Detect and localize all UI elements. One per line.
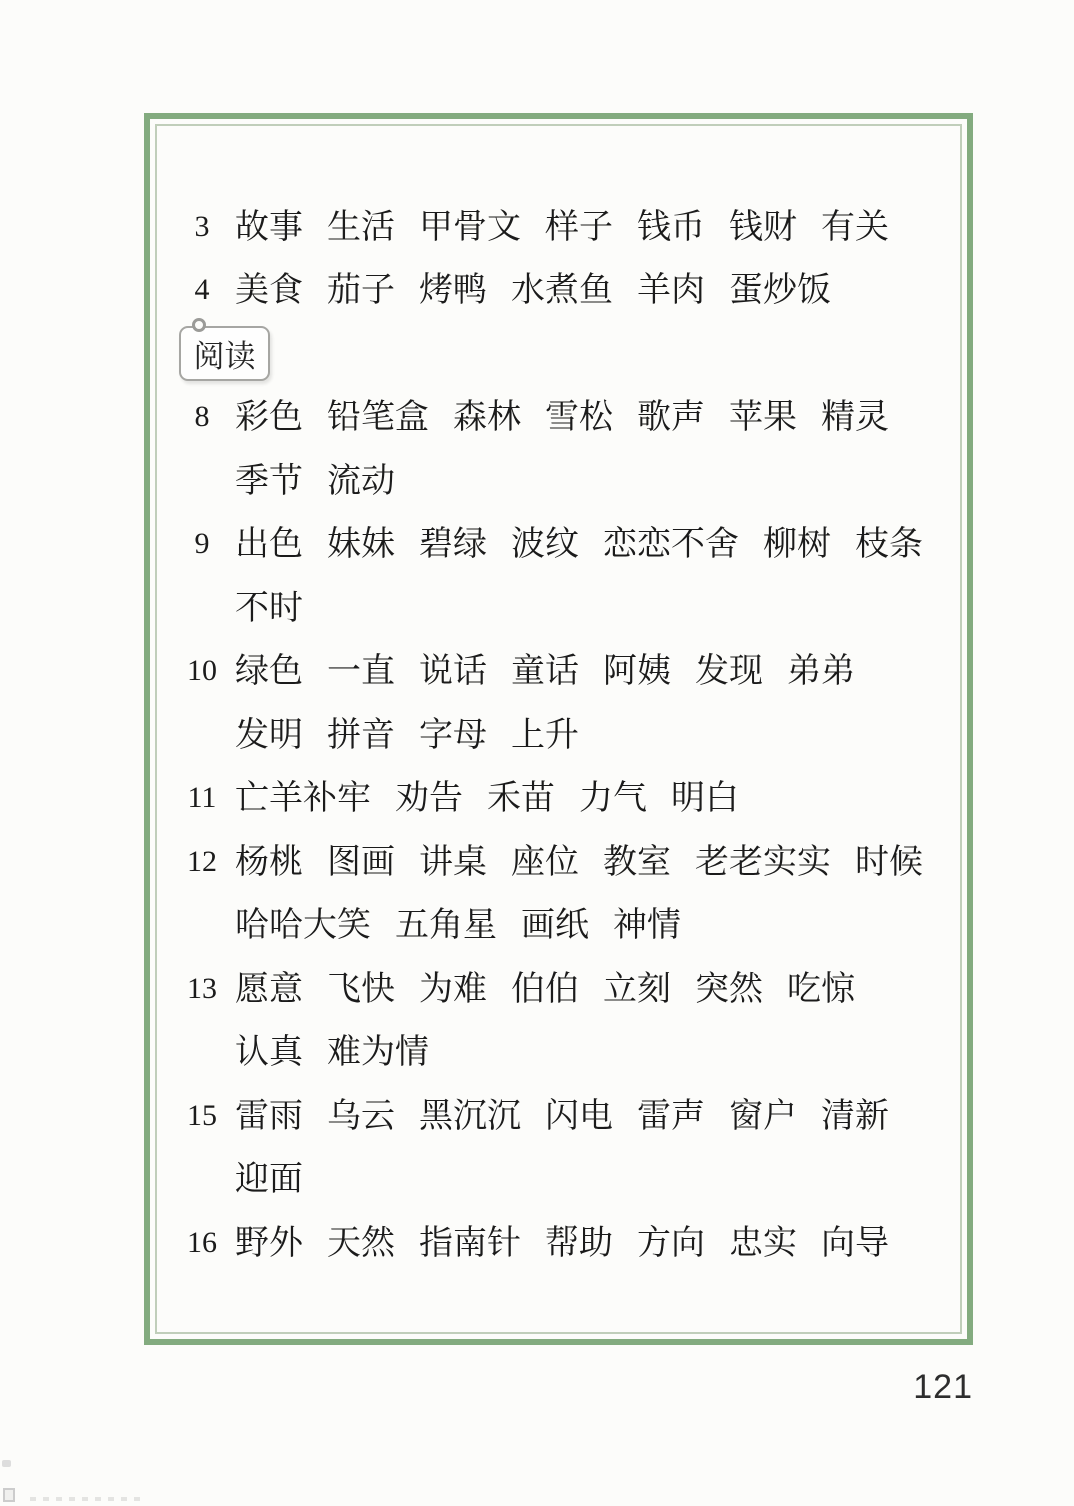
word: 突然 (695, 968, 763, 1009)
word-group (235, 397, 889, 438)
word: 铅笔盒 (327, 397, 429, 438)
lesson-number: 4 (194, 273, 210, 307)
word-group (235, 905, 681, 946)
word: 伯伯 (511, 968, 579, 1009)
word: 森林 (453, 397, 521, 438)
word: 忠实 (729, 1222, 797, 1263)
word: 一直 (327, 651, 395, 692)
word-list-row (185, 386, 975, 450)
word: 彩色 (235, 397, 303, 438)
word-list-row (185, 576, 975, 640)
word: 样子 (545, 206, 613, 247)
word: 精灵 (821, 397, 889, 438)
word: 蛋炒饭 (729, 270, 831, 311)
word: 水煮鱼 (511, 270, 613, 311)
word: 画纸 (521, 905, 589, 946)
word-list-row (185, 1148, 975, 1212)
word-group (235, 1159, 303, 1200)
word: 哈哈大笑 (235, 905, 371, 946)
word-group (235, 1222, 889, 1263)
word: 雪松 (545, 397, 613, 438)
word: 帮助 (545, 1222, 613, 1263)
word: 歌声 (637, 397, 705, 438)
word: 碧绿 (419, 524, 487, 565)
word: 吃惊 (787, 968, 855, 1009)
lesson-number: 16 (187, 1225, 217, 1259)
word: 愿意 (235, 968, 303, 1009)
word: 禾苗 (487, 778, 555, 819)
word: 发明 (235, 714, 303, 755)
word-list-row (185, 894, 975, 958)
word: 羊肉 (637, 270, 705, 311)
word: 五角星 (395, 905, 497, 946)
word-group (235, 587, 303, 628)
word: 图画 (327, 841, 395, 882)
word: 字母 (419, 714, 487, 755)
word: 为难 (419, 968, 487, 1009)
word-group (235, 778, 739, 819)
word: 出色 (235, 524, 303, 565)
scan-artifact (2, 1460, 11, 1467)
word-list-row (185, 703, 975, 767)
lesson-number: 3 (194, 209, 210, 243)
word: 劝告 (395, 778, 463, 819)
word: 讲桌 (419, 841, 487, 882)
word-group (235, 524, 923, 565)
word-list-row (185, 513, 975, 577)
word: 明白 (671, 778, 739, 819)
word-list-before-reading (185, 195, 975, 322)
word: 钱币 (637, 206, 705, 247)
word: 窗户 (729, 1095, 797, 1136)
word-list-row (185, 957, 975, 1021)
word: 座位 (511, 841, 579, 882)
word-group (235, 1095, 889, 1136)
word: 发现 (695, 651, 763, 692)
word-group (235, 841, 923, 882)
word: 波纹 (511, 524, 579, 565)
word: 杨桃 (235, 841, 303, 882)
lesson-number: 9 (194, 527, 210, 561)
lesson-number: 11 (187, 781, 217, 815)
word: 黑沉沉 (419, 1095, 521, 1136)
reading-tag-label: 阅读 (193, 339, 256, 376)
word-list-row (185, 767, 975, 831)
word: 流动 (327, 460, 395, 501)
word: 故事 (235, 206, 303, 247)
word: 拼音 (327, 714, 395, 755)
word: 方向 (637, 1222, 705, 1263)
word: 说话 (419, 651, 487, 692)
word: 教室 (603, 841, 671, 882)
word: 阿姨 (603, 651, 671, 692)
word: 乌云 (327, 1095, 395, 1136)
word-group (235, 270, 831, 311)
word-list-row (185, 195, 975, 259)
word-list-content (185, 195, 975, 1275)
word-group (235, 651, 855, 692)
word: 钱财 (729, 206, 797, 247)
word: 神情 (613, 905, 681, 946)
word: 甲骨文 (419, 206, 521, 247)
word-group (235, 714, 579, 755)
word: 柳树 (763, 524, 831, 565)
word-list-row (185, 1021, 975, 1085)
word: 雷声 (637, 1095, 705, 1136)
word: 野外 (235, 1222, 303, 1263)
word: 闪电 (545, 1095, 613, 1136)
word-group (235, 206, 889, 247)
word: 迎面 (235, 1159, 303, 1200)
word: 恋恋不舍 (603, 524, 739, 565)
word-group (235, 968, 855, 1009)
word: 时候 (855, 841, 923, 882)
lesson-number: 15 (187, 1098, 217, 1132)
lesson-number: 10 (187, 654, 217, 688)
word-list-row (185, 449, 975, 513)
word: 弟弟 (787, 651, 855, 692)
word: 清新 (821, 1095, 889, 1136)
word: 上升 (511, 714, 579, 755)
reading-tag-row (185, 322, 975, 386)
word: 飞快 (327, 968, 395, 1009)
word: 美食 (235, 270, 303, 311)
word-list-row (185, 1211, 975, 1275)
word: 雷雨 (235, 1095, 303, 1136)
word-list-row (185, 830, 975, 894)
lesson-number: 8 (194, 400, 210, 434)
word: 立刻 (603, 968, 671, 1009)
lesson-number: 13 (187, 971, 217, 1005)
word: 生活 (327, 206, 395, 247)
word: 童话 (511, 651, 579, 692)
word-group (235, 1032, 429, 1073)
scan-artifact (30, 1497, 145, 1501)
tag-ring-icon (192, 318, 206, 332)
word-list-row (185, 1084, 975, 1148)
word: 绿色 (235, 651, 303, 692)
word: 枝条 (855, 524, 923, 565)
word: 茄子 (327, 270, 395, 311)
word: 天然 (327, 1222, 395, 1263)
word: 老老实实 (695, 841, 831, 882)
page-number: 121 (913, 1368, 973, 1406)
word-list-row (185, 640, 975, 704)
word: 难为情 (327, 1032, 429, 1073)
word: 苹果 (729, 397, 797, 438)
word: 妹妹 (327, 524, 395, 565)
word: 力气 (579, 778, 647, 819)
word: 季节 (235, 460, 303, 501)
word: 有关 (821, 206, 889, 247)
word-group (235, 460, 395, 501)
word: 不时 (235, 587, 303, 628)
lesson-number: 12 (187, 844, 217, 878)
scan-artifact (3, 1488, 15, 1502)
word: 烤鸭 (419, 270, 487, 311)
word-list-after-reading (185, 386, 975, 1275)
word: 向导 (821, 1222, 889, 1263)
reading-section-tag (179, 326, 270, 381)
word: 认真 (235, 1032, 303, 1073)
word: 亡羊补牢 (235, 778, 371, 819)
word: 指南针 (419, 1222, 521, 1263)
word-list-row (185, 259, 975, 323)
